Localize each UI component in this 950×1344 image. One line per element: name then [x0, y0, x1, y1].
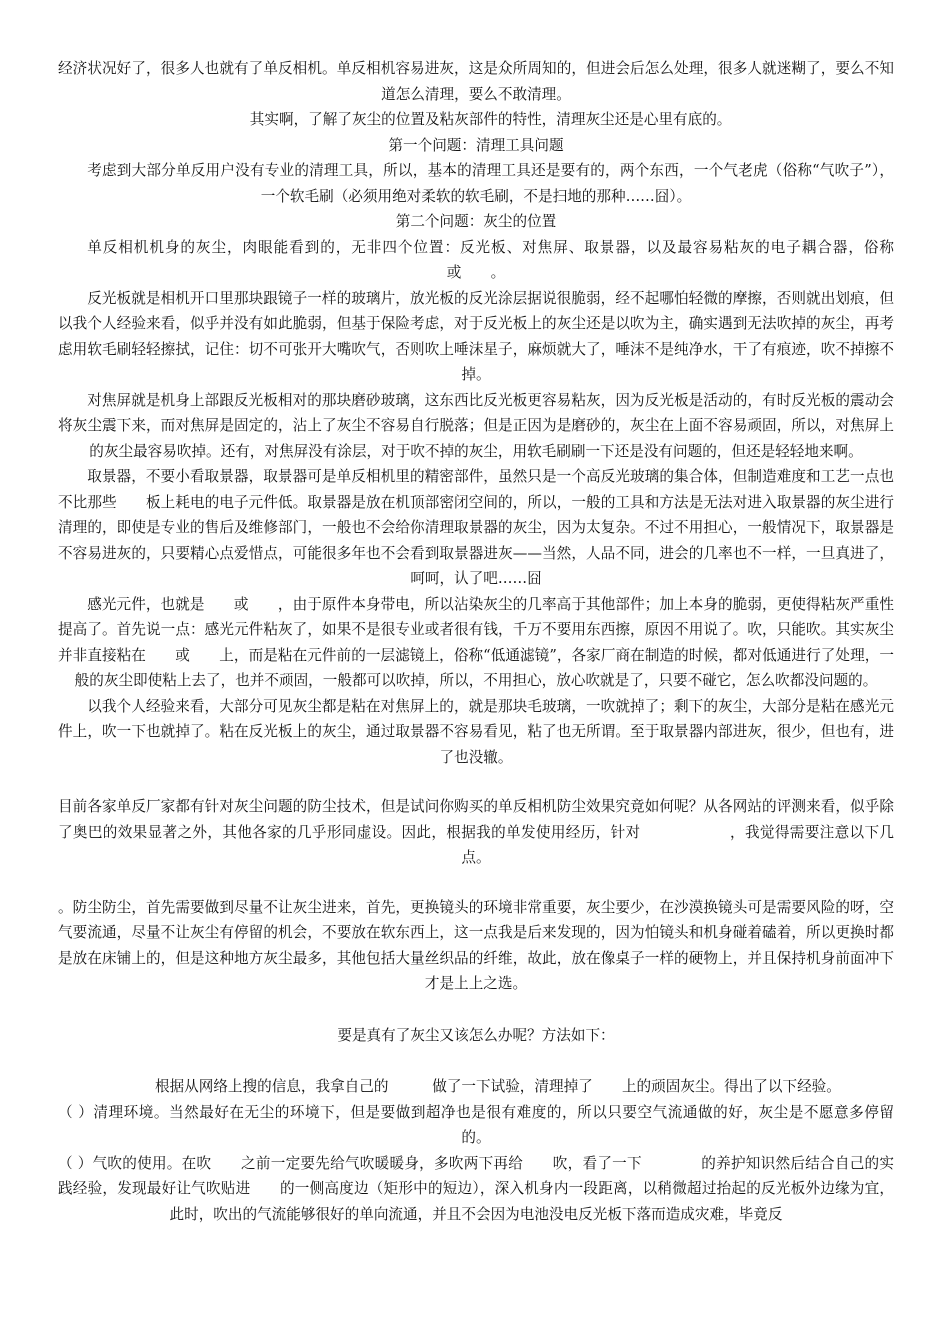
viewfinder-paragraph: 取景器，不要小看取景器，取景器可是单反相机里的精密部件，虽然只是一个高反光玻璃的集合体，但制造难度和工艺一点也不比那些 板上耗电的电子元件低。取景器是放在机顶部密闭空间的，所以，一般的工具和方法是无法对进入取景器的灰尘进行清理的，即使是专业的售后及维修部门，一般也不会给你清理取景器的灰尘，因为太复杂。不过不用担心，一般情况下，取景器是不容易进灰的，只要精心点爱惜点，可能很多年也不会看到取景器进灰——当然，人品不同，进会的几率也不一样，一旦真进了，呵呵，认了吧……囧 — [58, 468, 894, 587]
spacer — [58, 1048, 894, 1074]
section-heading-tools: 第一个问题：清理工具问题 — [388, 136, 564, 154]
section-heading-dust-location: 第二个问题：灰尘的位置 — [395, 213, 557, 230]
intro-summary: 其实啊，了解了灰尘的位置及粘灰部件的特性，清理灰尘还是心里有底的。 — [249, 111, 732, 128]
spacer — [58, 997, 894, 1023]
focusing-screen-paragraph: 对焦屏就是机身上部跟反光板相对的那块磨砂玻璃，这东西比反光板更容易粘灰，因为反光板是活动的，有时反光板的震动会将灰尘震下来，而对焦屏是固定的，沾上了灰尘不容易自行脱落；但是正因为是磨砂的，灰尘在上面不容易顽固，所以，对焦屏上的灰尘最容易吹掉。还有，对焦屏没有涂层，对于吹不掉的灰尘，用软毛刷刷一下还是没有问题的，但还是轻轻地来啊。 — [58, 391, 894, 460]
spacer — [58, 871, 894, 895]
prevention-paragraph: 。防尘防尘，首先需要做到尽量不让灰尘进来，首先，更换镜头的环境非常重要，灰尘要少，在沙漠换镜头可是需要风险的呀，空气要流通，尽量不让灰尘有停留的机会，不要放在软东西上，这一点我是后来发现的，因为怕镜头和机身碰着磕着，所以更换时都是放在床铺上的，但是这种地方灰尘最多，其他包括大量丝织品的纤维，故此，放在像桌子一样的硬物上，并且保持机身前面冲下才是上上之选。 — [58, 898, 894, 992]
intro-paragraph: 经济状况好了，很多人也就有了单反相机。单反相机容易进灰，这是众所周知的，但进会后怎么处理，很多人就迷糊了，要么不知道怎么清理，要么不敢清理。 — [58, 60, 894, 103]
method-heading: 要是真有了灰尘又该怎么办呢？方法如下： — [337, 1026, 615, 1044]
experiment-paragraph: 根据从网络上搜的信息，我拿自己的 做了一下试验，清理掉了 上的顽固灰尘。得出了以下经验。 — [154, 1078, 841, 1095]
sensor-paragraph: 感光元件，也就是 或 ，由于原件本身带电，所以沾染灰尘的几率高于其他部件；加上本身的脆弱，更使得粘灰严重性提高了。首先说一点：感光元件粘灰了，如果不是很专业或者很有钱，千万不要用东西擦，原因不用说了。吹，只能吹。其实灰尘并非直接粘在 或 上，而是粘在元件前的一层滤镜上，俗称“低通滤镜”，各家厂商在制造的时候，都对低通进行了处理，一般的灰尘即使粘上去了，也并不顽固，一般都可以吹掉，所以，不用担心，放心吹就是了，只要不碰它，怎么吹都没问题的。 — [58, 595, 894, 689]
spacer — [58, 770, 894, 794]
step-1-paragraph: （ ）清理环境。当然最好在无尘的环境下，但是要做到超净也是很有难度的，所以只要空气流通做的好，灰尘是不愿意多停留的。 — [58, 1103, 894, 1146]
document-page — [58, 56, 924, 1227]
dustproof-paragraph: 目前各家单反厂家都有针对灰尘问题的防尘技术，但是试问你购买的单反相机防尘效果究竟如何呢？从各网站的评测来看，似乎除了奥巴的效果显著之外，其他各家的几乎形同虚设。因此，根据我的单发使用经历，针对 ，我觉得需要注意以下几点。 — [58, 798, 894, 866]
experience-paragraph: 以我个人经验来看，大部分可见灰尘都是粘在对焦屏上的，就是那块毛玻璃，一吹就掉了；剩下的灰尘，大部分是粘在感光元件上，吹一下也就掉了。粘在反光板上的灰尘，通过取景器不容易看见，粘了也无所谓。至于取景器内部进灰，很少，但也有，进了也没辙。 — [58, 697, 894, 766]
dust-location-paragraph: 单反相机机身的灰尘，肉眼能看到的，无非四个位置：反光板、对焦屏、取景器，以及最容易粘灰的电子耦合器，俗称 或 。 — [87, 238, 924, 281]
step-2-paragraph: （ ）气吹的使用。在吹 之前一定要先给气吹暖暖身，多吹两下再给 吹，看了一下 的养护知识然后结合自己的实践经验，发现最好让气吹贴进 的一侧高度边（矩形中的短边），深入机身内一段距离，以稍微超过抬起的反光板外边缘为宜，此时，吹出的气流能够很好的单向流通，并且不会因为电池没电反光板下落而造成灾难，毕竟反 — [58, 1154, 894, 1223]
mirror-paragraph: 反光板就是相机开口里那块跟镜子一样的玻璃片，放光板的反光涂层据说很脆弱，经不起哪怕轻微的摩擦，否则就出划痕，但以我个人经验来看，似乎并没有如此脆弱，但基于保险考虑，对于反光板上的灰尘还是以吹为主，确实遇到无法吹掉的灰尘，再考虑用软毛刷轻轻擦拭，记住：切不可张开大嘴吹气，否则吹上唾沫星子，麻烦就大了，唾沫不是纯净水，干了有痕迹，吹不掉擦不掉。 — [58, 289, 894, 383]
tools-paragraph: 考虑到大部分单反用户没有专业的清理工具，所以，基本的清理工具还是要有的，两个东西，一个气老虎（俗称“气吹子”），一个软毛刷（必须用绝对柔软的软毛刷，不是扫地的那种……囧）。 — [87, 162, 894, 205]
